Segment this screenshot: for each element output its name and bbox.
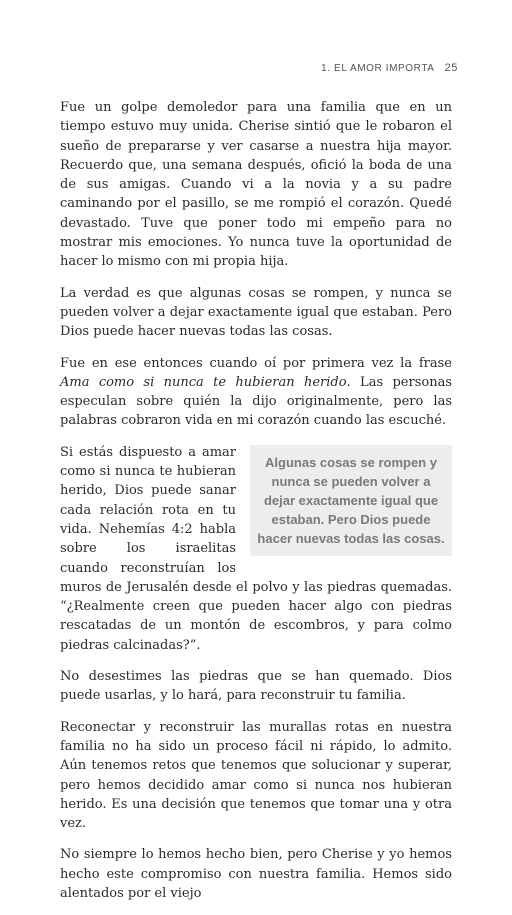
paragraph-6: Reconectar y reconstruir las murallas rotas en nuestra familia no ha sido un proceso fácil ni rápido, lo admito. Aún tenemos retos que tenemos que solucionar y superar, pero hemos decidido amar como si nunca nos hubieran herido. Es una decisión que tenemos que tomar una y otra vez. [60,719,452,832]
paragraph-3-text-b: . Las personas especulan sobre quién la dijo originalmente, pero las palabras cobraron vida en mi corazón cuando las escuché. [60,374,452,429]
quoted-phrase: Ama como si nunca te hubieran herido [60,374,347,390]
paragraph-7: No siempre lo hemos hecho bien, pero Cherise y yo hemos hecho este compromiso con nuestra familia. Hemos sido alentados por el viejo [60,847,452,901]
pull-quote: Algunas cosas se rompen y nunca se pueden volver a dejar exactamente igual que estaban. Pero Dios puede hacer nuevas todas las cosas. [250,445,452,556]
running-header [321,62,458,74]
paragraph-4-text: Si estás dispuesto a amar como si nunca te hubieran herido, Dios puede sanar cada relación rota en tu vida. Nehemías 4:2 habla sobre los israelitas cuando reconstruían los muros de Jerusalén desde el polvo y las piedras quemadas. “¿Realmente creen que pueden hacer algo con piedras rescatadas de un montón de escombros, y para colmo piedras calcinadas?”. [60,444,452,653]
page-number: 25 [444,62,458,74]
body-text [60,98,452,915]
chapter-title: 1. EL AMOR IMPORTA [321,63,435,74]
paragraph-2: La verdad es que algunas cosas se rompen, y nunca se pueden volver a dejar exactamente igual que estaban. Pero Dios puede hacer nuevas todas las cosas. [60,285,452,340]
paragraph-3 [60,354,452,431]
paragraph-5: No desestimes las piedras que se han quemado. Dios puede usarlas, y lo hará, para reconstruir tu familia. [60,669,452,704]
paragraph-1: Fue un golpe demoledor para una familia que en un tiempo estuvo muy unida. Cherise sintió que le robaron el sueño de prepararse y ver casarse a nuestra hija mayor. Recuerdo que, una semana después, ofició la boda de una de sus amigas. Cuando vi a la novia y a su padre caminando por el pasillo, se me rompió el corazón. Quedé devastado. Tuve que poner todo mi empeño para no mostrar mis emociones. Yo nunca tuve la oportunidad de hacer lo mismo con mi propia hija. [60,100,452,270]
paragraph-4 [60,443,452,655]
paragraph-3-text-a: Fue en ese entonces cuando oí por primera vez la frase [60,355,452,371]
